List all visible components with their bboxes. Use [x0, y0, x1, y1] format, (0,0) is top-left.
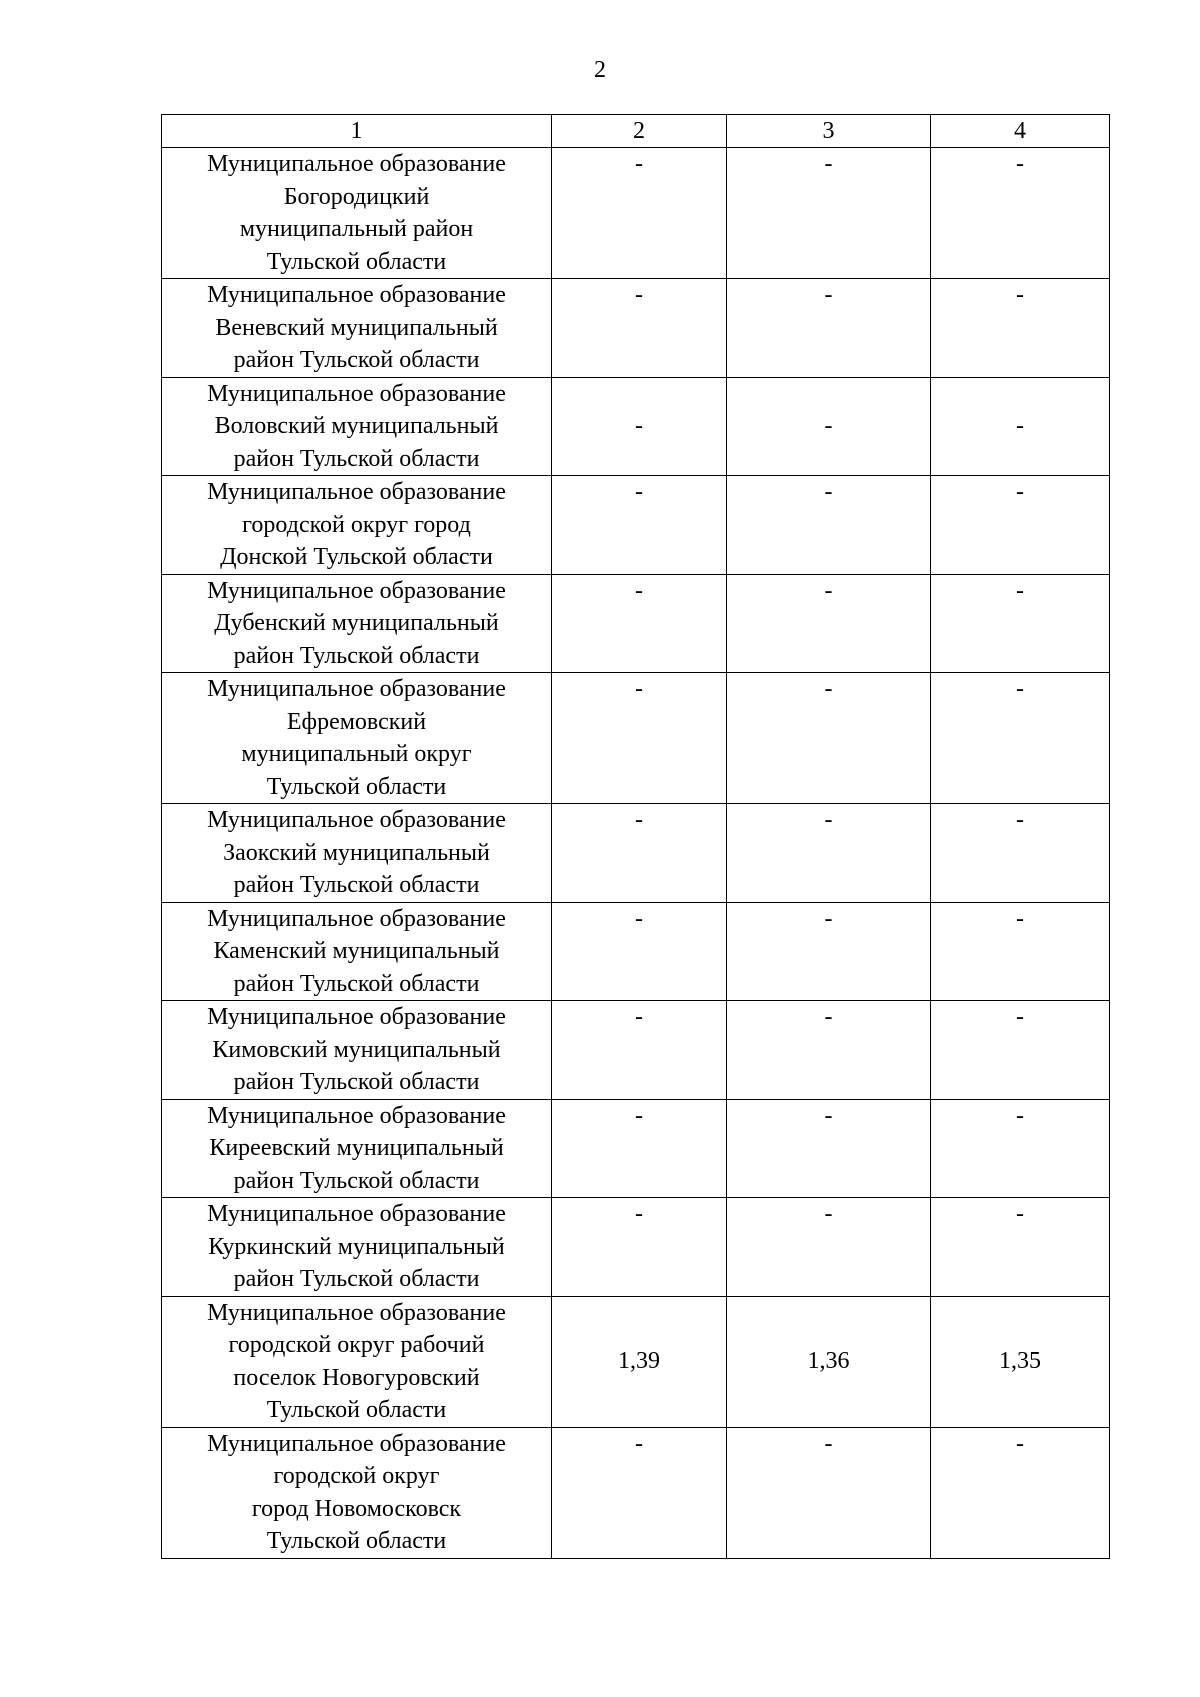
value-cell-col3: 1,36 [727, 1296, 931, 1427]
municipality-name-cell: Муниципальное образование городской округ рабочий поселок Новогуровский Тульской области [162, 1296, 552, 1427]
table-row [162, 1427, 1110, 1558]
value-cell-col2: - [552, 574, 727, 673]
municipality-name-cell: Муниципальное образование Каменский муниципальный район Тульской области [162, 902, 552, 1001]
column-header: 4 [931, 115, 1110, 148]
municipality-name-cell: Муниципальное образование Ефремовский муниципальный округ Тульской области [162, 673, 552, 804]
table-body [162, 148, 1110, 1559]
value-cell-col4: - [931, 279, 1110, 378]
value-cell-col2: - [552, 1099, 727, 1198]
municipality-name-cell: Муниципальное образование Кимовский муниципальный район Тульской области [162, 1001, 552, 1100]
table-row [162, 574, 1110, 673]
value-cell-col3: - [727, 902, 931, 1001]
value-cell-col3: - [727, 673, 931, 804]
value-cell-col4: - [931, 1099, 1110, 1198]
table-row [162, 377, 1110, 476]
municipality-name-cell: Муниципальное образование Дубенский муниципальный район Тульской области [162, 574, 552, 673]
value-cell-col4: - [931, 476, 1110, 575]
value-cell-col3: - [727, 1001, 931, 1100]
value-cell-col2: - [552, 279, 727, 378]
value-cell-col2: - [552, 1198, 727, 1297]
value-cell-col4: - [931, 673, 1110, 804]
table-row [162, 673, 1110, 804]
value-cell-col4: - [931, 804, 1110, 903]
column-header: 3 [727, 115, 931, 148]
table-row [162, 804, 1110, 903]
municipality-name-cell: Муниципальное образование Воловский муниципальный район Тульской области [162, 377, 552, 476]
value-cell-col3: - [727, 279, 931, 378]
value-cell-col3: - [727, 377, 931, 476]
table-row [162, 902, 1110, 1001]
value-cell-col4: - [931, 1001, 1110, 1100]
municipality-name-cell: Муниципальное образование Киреевский муниципальный район Тульской области [162, 1099, 552, 1198]
value-cell-col4: 1,35 [931, 1296, 1110, 1427]
municipality-name-cell: Муниципальное образование Заокский муниципальный район Тульской области [162, 804, 552, 903]
value-cell-col3: - [727, 1198, 931, 1297]
page-number: 2 [594, 57, 606, 83]
table-row [162, 1198, 1110, 1297]
value-cell-col2: 1,39 [552, 1296, 727, 1427]
value-cell-col3: - [727, 574, 931, 673]
value-cell-col2: - [552, 673, 727, 804]
value-cell-col4: - [931, 574, 1110, 673]
value-cell-col4: - [931, 1198, 1110, 1297]
value-cell-col3: - [727, 1099, 931, 1198]
value-cell-col4: - [931, 902, 1110, 1001]
value-cell-col2: - [552, 377, 727, 476]
municipality-name-cell: Муниципальное образование Богородицкий муниципальный район Тульской области [162, 148, 552, 279]
municipality-name-cell: Муниципальное образование городской округ город Донской Тульской области [162, 476, 552, 575]
value-cell-col3: - [727, 1427, 931, 1558]
value-cell-col4: - [931, 377, 1110, 476]
value-cell-col2: - [552, 902, 727, 1001]
municipality-name-cell: Муниципальное образование Веневский муниципальный район Тульской области [162, 279, 552, 378]
data-table [161, 114, 1110, 1559]
value-cell-col2: - [552, 1427, 727, 1558]
value-cell-col2: - [552, 148, 727, 279]
column-header: 2 [552, 115, 727, 148]
column-header: 1 [162, 115, 552, 148]
value-cell-col2: - [552, 804, 727, 903]
table-header-row [162, 115, 1110, 148]
value-cell-col2: - [552, 476, 727, 575]
value-cell-col3: - [727, 804, 931, 903]
value-cell-col3: - [727, 476, 931, 575]
table-row [162, 476, 1110, 575]
municipality-name-cell: Муниципальное образование городской округ город Новомосковск Тульской области [162, 1427, 552, 1558]
value-cell-col4: - [931, 148, 1110, 279]
table-row [162, 1099, 1110, 1198]
table-row [162, 148, 1110, 279]
value-cell-col2: - [552, 1001, 727, 1100]
value-cell-col4: - [931, 1427, 1110, 1558]
table-row [162, 1296, 1110, 1427]
table-row [162, 1001, 1110, 1100]
value-cell-col3: - [727, 148, 931, 279]
municipality-name-cell: Муниципальное образование Куркинский муниципальный район Тульской области [162, 1198, 552, 1297]
table-row [162, 279, 1110, 378]
